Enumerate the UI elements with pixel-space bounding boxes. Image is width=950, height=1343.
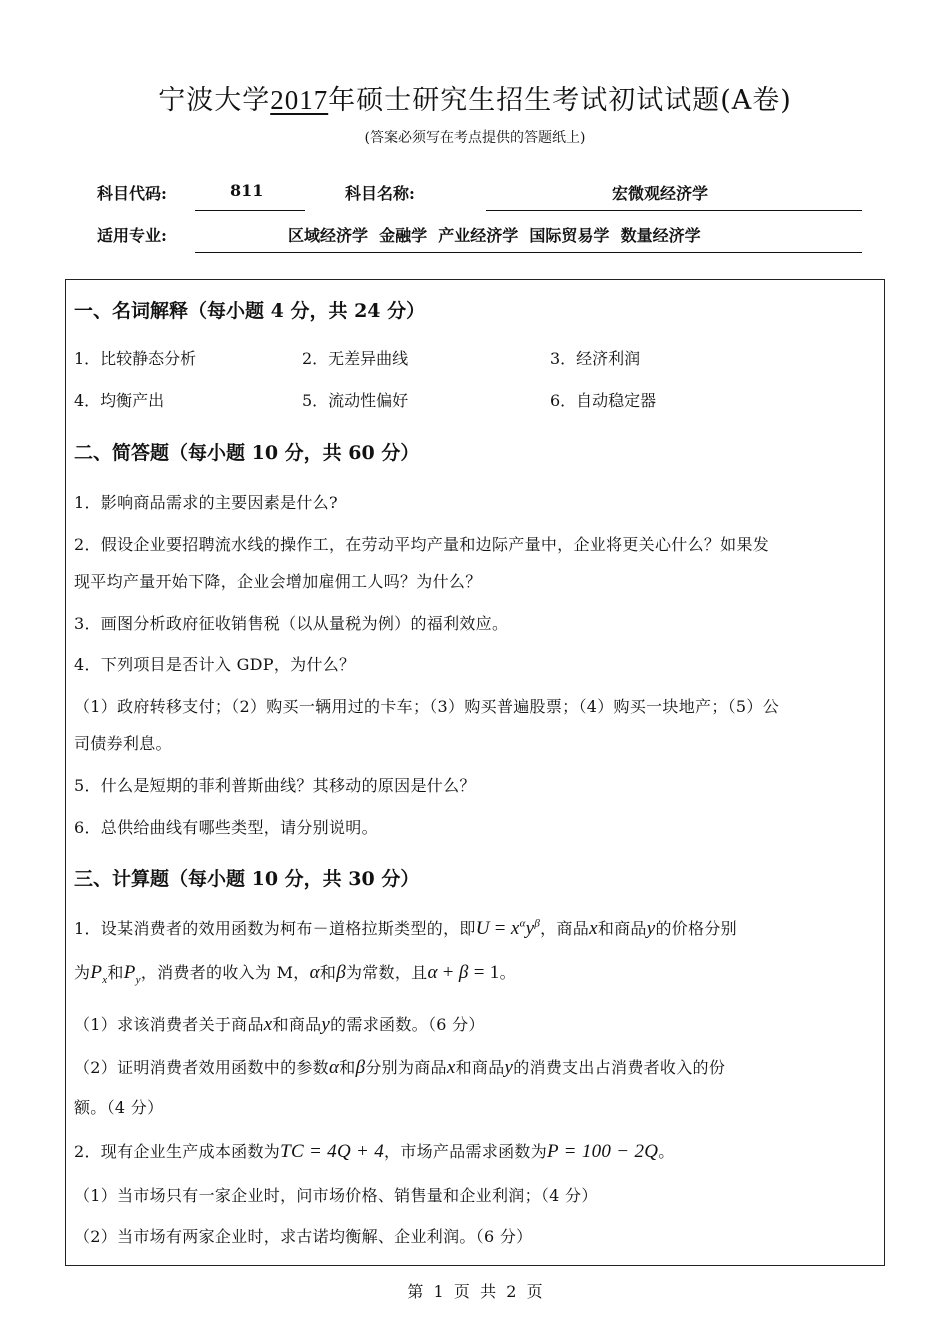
s3-question-1-sub1: （1）求该消费者关于商品x和商品y的需求函数。（6 分） <box>74 1014 485 1035</box>
utility-function: $U = x^\alpha y^\beta$ <box>475 917 541 939</box>
exam-title: 宁波大学2017年硕士研究生招生考试初试试题(A卷) <box>158 85 792 116</box>
subject-name-value: 宏微观经济学 <box>612 184 709 203</box>
section3-title: 三、计算题（每小题 10 分，共 30 分） <box>74 868 420 890</box>
section2-title: 二、简答题（每小题 10 分，共 60 分） <box>74 442 420 464</box>
name-underline <box>486 210 862 211</box>
s2-question-6: 6．总供给曲线有哪些类型，请分别说明。 <box>74 818 378 837</box>
term-1: 1．比较静态分析 <box>74 349 197 368</box>
s2-question-1: 1．影响商品需求的主要因素是什么? <box>74 493 338 512</box>
s2-question-2-line2: 现平均产量开始下降，企业会增加雇佣工人吗？为什么？ <box>74 572 482 591</box>
s3-question-1-line2: 为$P_x$和$P_y$，消费者的收入为 M，α和β为常数，且α + β = 1。 <box>74 962 516 986</box>
s3-question-2-sub2: （2）当市场有两家企业时，求古诺均衡解、企业利润。（6 分） <box>74 1227 533 1246</box>
major-underline <box>195 252 862 253</box>
subject-code-label: 科目代码: <box>97 184 167 203</box>
section1-title: 一、名词解释（每小题 4 分，共 24 分） <box>74 300 426 322</box>
s2-question-4-items-line2: 司债券利息。 <box>74 734 172 753</box>
question-box <box>65 279 885 1266</box>
major-label: 适用专业: <box>97 226 167 245</box>
term-2: 2．无差异曲线 <box>302 349 409 368</box>
s2-question-5: 5．什么是短期的菲利普斯曲线？其移动的原因是什么？ <box>74 776 476 795</box>
exam-subtitle: (答案必须写在考点提供的答题纸上) <box>364 130 586 146</box>
s3-question-1-sub2-line1: （2）证明消费者效用函数中的参数α和β分别为商品x和商品y的消费支出占消费者收入的份 <box>74 1057 726 1078</box>
price-y: $P_y$ <box>123 962 141 986</box>
s3-question-1-line1: 1．设某消费者的效用函数为柯布－道格拉斯类型的，即$U = x^\alpha y^\beta$，商品x和商品y的价格分别 <box>74 917 737 939</box>
exam-year: 2017 <box>270 85 329 115</box>
subject-code-value: 811 <box>230 181 264 200</box>
s3-question-1-sub2-line2: 额。（4 分） <box>74 1098 164 1117</box>
s3-question-2-sub1: （1）当市场只有一家企业时，问市场价格、销售量和企业利润；（4 分） <box>74 1186 598 1205</box>
code-underline <box>195 210 305 211</box>
s2-question-4: 4．下列项目是否计入 GDP，为什么？ <box>74 655 356 674</box>
subject-name-label: 科目名称: <box>345 184 415 203</box>
s2-question-2-line1: 2．假设企业要招聘流水线的操作工，在劳动平均产量和边际产量中，企业将更关心什么？如果发 <box>74 535 770 554</box>
major-value: 区域经济学 金融学 产业经济学 国际贸易学 数量经济学 <box>288 226 701 245</box>
term-6: 6．自动稳定器 <box>550 391 657 410</box>
s3-question-2: 2．现有企业生产成本函数为TC = 4Q + 4，市场产品需求函数为P = 100 − 2Q。 <box>74 1141 675 1162</box>
s2-question-4-items-line1: （1）政府转移支付；（2）购买一辆用过的卡车；（3）购买普遍股票；（4）购买一块地产；（5）公 <box>74 697 779 716</box>
page-footer: 第 1 页 共 2 页 <box>407 1282 543 1301</box>
price-x: $P_x$ <box>90 962 108 986</box>
demand-function: P = 100 − 2Q <box>547 1141 659 1162</box>
term-3: 3．经济利润 <box>550 349 641 368</box>
cost-function: TC = 4Q + 4 <box>280 1141 385 1162</box>
term-4: 4．均衡产出 <box>74 391 165 410</box>
alpha-beta-sum: α + β = 1 <box>427 962 500 983</box>
s2-question-3: 3．画图分析政府征收销售税（以从量税为例）的福利效应。 <box>74 614 509 633</box>
term-5: 5．流动性偏好 <box>302 391 409 410</box>
